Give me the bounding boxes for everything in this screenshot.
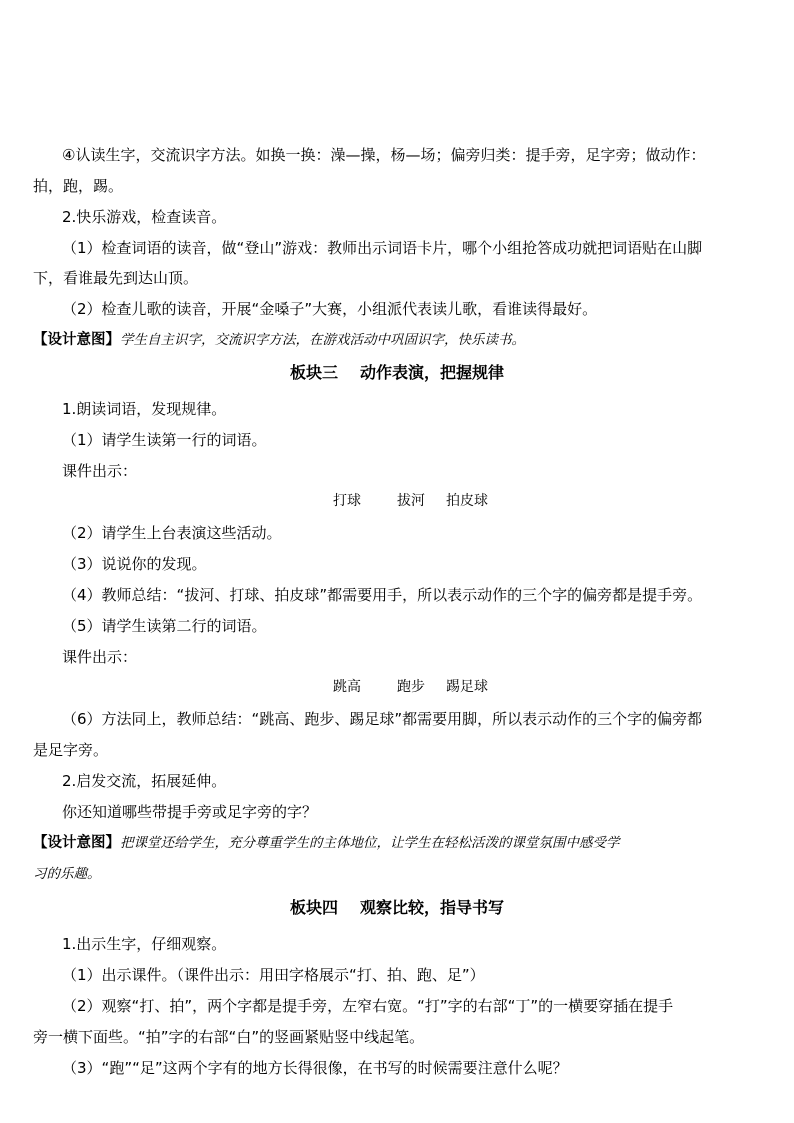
word-item: 打球 <box>333 493 361 509</box>
section-3-title: 动作表演，把握规律 <box>360 363 505 382</box>
paragraph-literacy-methods-line-2: 拍，跑，踢。 <box>33 177 124 195</box>
design-intent-text: 学生自主识字，交流识字方法，在游戏活动中巩固识字，快乐读书。 <box>120 332 525 348</box>
design-intent-tag: 【设计意图】 <box>33 332 120 348</box>
s3-step-1-6-line-1: （6）方法同上，教师总结：“跳高、跑步、踢足球”都需要用脚，所以表示动作的三个字的偏旁都 <box>62 710 703 728</box>
design-intent-2-line-1 <box>33 833 620 853</box>
section-3-heading <box>0 362 794 384</box>
paragraph-climb-game-line-2: 下，看谁最先到达山顶。 <box>33 269 199 287</box>
design-intent-tag: 【设计意图】 <box>33 835 120 851</box>
step-happy-game: 2.快乐游戏，检查读音。 <box>62 208 227 226</box>
paragraph-climb-game-line-1: （1）检查词语的读音，做“登山”游戏：教师出示词语卡片，哪个小组抢答成功就把词语贴在山脚 <box>62 239 703 257</box>
s3-step-2-question: 你还知道哪些带提手旁或足字旁的字？ <box>62 803 318 821</box>
design-intent-text: 习的乐趣。 <box>33 866 101 882</box>
design-intent-1 <box>33 330 525 350</box>
paragraph-golden-voice: （2）检查儿歌的读音，开展“金嗓子”大赛，小组派代表读儿歌，看谁读得最好。 <box>62 300 598 318</box>
s4-step-1-3: （3）“跑”“足”这两个字有的地方长得很像，在书写的时候需要注意什么呢？ <box>62 1059 568 1077</box>
s3-step-1-5: （5）请学生读第二行的词语。 <box>62 617 267 635</box>
s3-step-1: 1.朗读词语，发现规律。 <box>62 400 227 418</box>
s4-step-1: 1.出示生字，仔细观察。 <box>62 935 227 953</box>
design-intent-text: 把课堂还给学生，充分尊重学生的主体地位，让学生在轻松活泼的课堂氛围中感受学 <box>120 835 620 851</box>
paragraph-literacy-methods-line-1: ④认读生字，交流识字方法。如换一换：澡—操，杨—场；偏旁归类：提手旁，足字旁；做动作： <box>62 146 706 164</box>
word-item: 跑步 <box>397 679 425 695</box>
word-item: 拍皮球 <box>446 493 488 509</box>
word-item: 跳高 <box>333 679 361 695</box>
design-intent-2-line-2 <box>33 864 101 884</box>
word-item: 拔河 <box>397 493 425 509</box>
s4-step-1-1: （1）出示课件。（课件出示：用田字格展示“打、拍、跑、足”） <box>62 966 485 984</box>
s3-step-1-3: （3）说说你的发现。 <box>62 555 207 573</box>
section-3-label: 板块三 <box>289 363 338 382</box>
section-4-label: 板块四 <box>289 898 338 917</box>
s3-step-1-1: （1）请学生读第一行的词语。 <box>62 431 267 449</box>
s3-step-2: 2.启发交流，拓展延伸。 <box>62 772 227 790</box>
s3-courseware-label-1: 课件出示： <box>62 462 138 480</box>
s4-step-1-2-line-1: （2）观察“打、拍”，两个字都是提手旁，左窄右宽。“打”字的右部“丁”的一横要穿插在提手 <box>62 997 674 1015</box>
s3-step-1-4: （4）教师总结：“拔河、打球、拍皮球”都需要用手，所以表示动作的三个字的偏旁都是提手旁。 <box>62 586 703 604</box>
word-item: 踢足球 <box>446 679 488 695</box>
s3-step-1-2: （2）请学生上台表演这些活动。 <box>62 524 282 542</box>
section-4-heading <box>0 897 794 919</box>
s3-courseware-label-2: 课件出示： <box>62 648 138 666</box>
section-4-title: 观察比较，指导书写 <box>360 898 505 917</box>
s4-step-1-2-line-2: 旁一横下面些。“拍”字的右部“白”的竖画紧贴竖中线起笔。 <box>33 1028 425 1046</box>
s3-step-1-6-line-2: 是足字旁。 <box>33 741 109 759</box>
